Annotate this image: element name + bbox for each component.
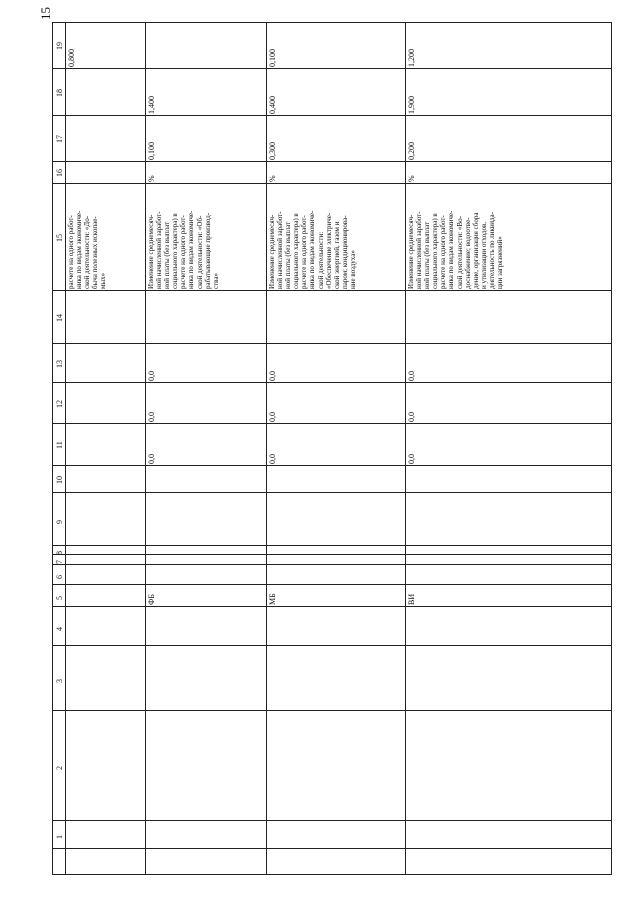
row-divider (53, 382, 611, 383)
description-line: мых» (99, 272, 108, 289)
unit-cell: % (147, 175, 156, 182)
row-divider (53, 115, 611, 116)
description-line: ной начисленной заработ- (155, 211, 164, 289)
row-divider (53, 161, 611, 162)
budget-source-code: ВИ (407, 593, 416, 605)
row-divider (53, 564, 611, 565)
description-line: ника по видам экономиче- (308, 210, 317, 289)
description-line: ской деятельности: «Во- (455, 216, 464, 289)
row-divider (53, 183, 611, 184)
description-line: расчете на одного работ- (67, 215, 75, 289)
column-header-number: 6 (55, 575, 64, 579)
column-header-number: 10 (55, 475, 64, 484)
column-header-number: 15 (55, 233, 64, 242)
column-header-number: 8 (55, 550, 64, 555)
value-col-18: 1,400 (147, 96, 156, 114)
value-col-13: 0,0 (147, 371, 156, 381)
value-col-11: 0,0 (147, 454, 156, 464)
indicator-description (147, 211, 220, 289)
description-line: ской деятельности: «Об- (195, 215, 204, 289)
description-line: быча полезных ископае- (91, 216, 100, 289)
description-line: ной платы (без выплат (284, 221, 293, 289)
description-line: деятельность по ликвида- (487, 212, 496, 289)
value-col-12: 0,0 (407, 412, 416, 422)
value-col-17: 0,300 (268, 142, 277, 160)
column-header-number: 16 (55, 169, 64, 177)
description-line: паром; кондиционирова- (340, 215, 349, 289)
value-col-19: 1,200 (407, 49, 416, 67)
row-divider (53, 645, 611, 646)
value-col-17: 0,100 (147, 142, 156, 160)
column-header-number: 9 (55, 519, 64, 524)
description-line: ника по видам экономиче- (447, 210, 456, 289)
column-header-number: 2 (55, 766, 64, 770)
column-header-number: 11 (55, 441, 64, 449)
unit-cell: % (407, 175, 416, 182)
row-divider (53, 68, 611, 69)
description-line: социального характера) в (431, 213, 440, 289)
value-col-13: 0,0 (268, 371, 277, 381)
value-col-19: 0,100 (268, 49, 277, 67)
description-line: социального характера) в (171, 213, 180, 289)
row-divider (53, 465, 611, 466)
description-line: расчете на одного работ- (179, 215, 188, 289)
column-header-number: 3 (55, 678, 64, 683)
budget-source-code: МБ (268, 593, 277, 605)
description-line: ника по видам экономиче- (187, 210, 196, 289)
value-col-18: 1,900 (407, 96, 416, 114)
column-divider (405, 23, 406, 874)
column-header-number: 14 (55, 313, 64, 322)
value-col-12: 0,0 (147, 412, 156, 422)
value-col-11: 0,0 (407, 454, 416, 464)
description-line: Изменение среднемесяч- (407, 214, 415, 289)
column-header-number: 1 (55, 835, 64, 839)
row-divider (53, 584, 611, 585)
column-header-number: 18 (55, 88, 64, 97)
value-col-19: 0,800 (67, 49, 76, 67)
column-divider (145, 23, 146, 874)
row-divider (53, 343, 611, 344)
description-line: Изменение среднемесяч- (147, 214, 155, 289)
row-divider (53, 545, 611, 546)
column-header-number: 7 (55, 560, 64, 564)
column-header-number: 12 (55, 399, 64, 408)
budget-source-code: ФБ (147, 594, 156, 605)
value-col-17: 0,200 (407, 142, 416, 160)
description-line: ние воздуха» (348, 250, 357, 289)
row-divider (53, 290, 611, 291)
row-divider (53, 820, 611, 821)
indicator-description (407, 211, 504, 289)
value-col-13: 0,0 (407, 371, 416, 381)
description-line: социального характера) в (292, 213, 301, 289)
row-divider (53, 710, 611, 711)
column-header-number: 13 (55, 359, 64, 368)
description-line: ной начисленной заработ- (276, 211, 285, 289)
column-divider (266, 23, 267, 874)
description-line: ции загрязнений» (496, 236, 505, 289)
indicator-description (67, 211, 107, 289)
row-divider (53, 492, 611, 493)
column-divider (65, 23, 66, 874)
description-line: расчете на одного работ- (439, 215, 448, 289)
description-line: рабатывающие производ- (203, 212, 212, 289)
description-line: ной платы (без выплат (163, 221, 172, 289)
indicator-description (268, 211, 357, 289)
description-line: ной начисленной заработ- (415, 211, 424, 289)
column-header-number: 17 (55, 135, 64, 143)
description-line: расчете на одного работ- (300, 215, 309, 289)
description-line: «Обеспечение электриче- (324, 212, 333, 289)
description-line: ной платы (без выплат (423, 221, 432, 289)
rotated-data-table (52, 22, 612, 875)
value-col-12: 0,0 (268, 412, 277, 422)
description-line: ника по видам экономиче- (75, 210, 84, 289)
unit-cell: % (268, 175, 277, 182)
description-line: ской деятельности: (316, 231, 325, 289)
row-divider (53, 606, 611, 607)
value-col-11: 0,0 (268, 454, 277, 464)
page-number: 15 (38, 7, 53, 20)
row-divider (53, 554, 611, 555)
description-line: ства» (211, 273, 220, 289)
description-line: доснабжение; водоотве- (463, 217, 472, 289)
row-divider (53, 423, 611, 424)
description-line: ской деятельности: «До- (83, 215, 92, 289)
value-col-18: 0,400 (268, 96, 277, 114)
row-divider (53, 848, 611, 849)
column-header-number: 5 (55, 596, 64, 600)
description-line: Изменение среднемесяч- (268, 214, 276, 289)
description-line: и утилизации отходов, (479, 221, 488, 289)
column-header-number: 19 (55, 42, 64, 50)
description-line: дение, организация сбора (471, 212, 480, 289)
column-header-number: 4 (55, 626, 64, 631)
description-line: ской энергией, газом и (332, 221, 341, 289)
